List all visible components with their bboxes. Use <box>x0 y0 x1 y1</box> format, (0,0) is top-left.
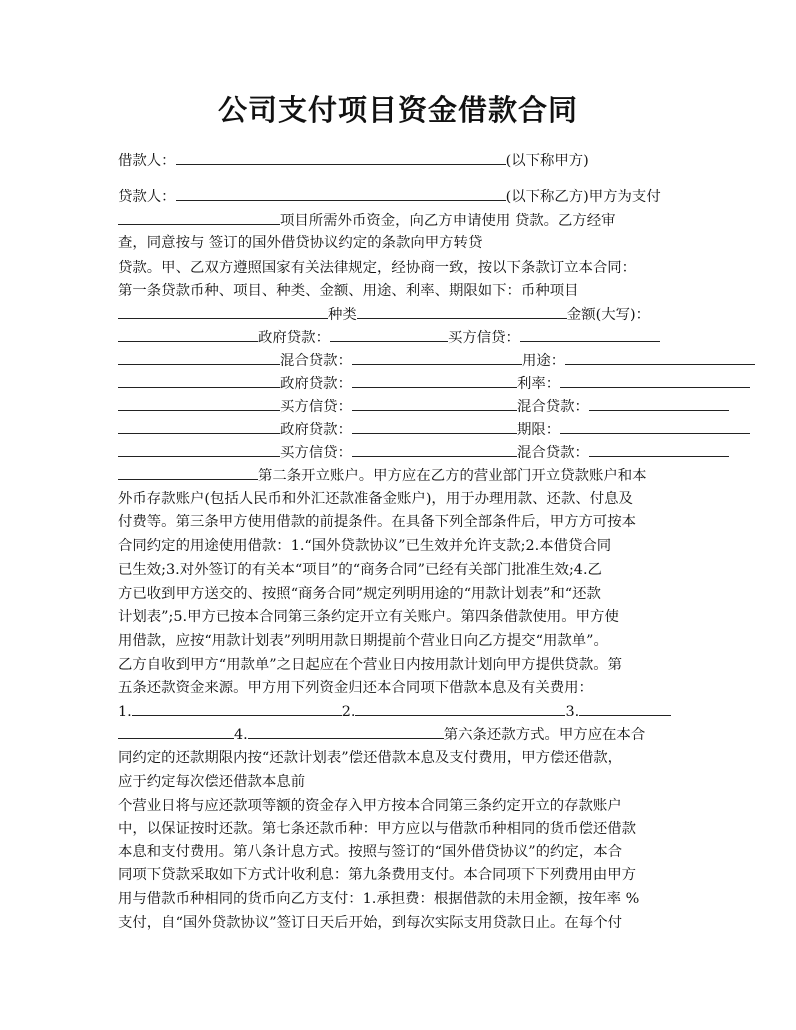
text-line: 项目所需外币资金，向乙方申请使用 贷款。乙方经审 <box>118 210 616 231</box>
text-line: 付费等。第三条甲方使用借款的前提条件。在具备下列全部条件后，甲方方可按本 <box>118 514 637 530</box>
project-blank[interactable] <box>118 210 280 225</box>
text-line: 第二条开立账户。甲方应在乙方的营业部门开立贷款账户和本 <box>118 465 647 486</box>
form-row: 政府贷款： 买方信贷： <box>118 327 660 348</box>
text-line: 中，以保证按时还款。第七条还款币种：甲方应以与借款币种相同的货币偿还借款 <box>118 821 637 837</box>
blank[interactable] <box>118 442 280 457</box>
blank[interactable] <box>589 396 729 411</box>
blank[interactable] <box>118 396 280 411</box>
blank[interactable] <box>560 373 750 388</box>
document-title: 公司支付项目资金借款合同 <box>217 93 578 127</box>
blank[interactable] <box>352 373 517 388</box>
text-line: 外币存款账户(包括人民币和外汇还款准备金账户)，用于办理用款、还款、付息及 <box>118 491 633 507</box>
text-line: 合同约定的用途使用借款：1.“国外贷款协议”已生效并允许支款;2.本借贷合同 <box>118 538 612 554</box>
text-line: 同约定的还款期限内按“还款计划表”偿还借款本息及支付费用，甲方偿还借款， <box>118 750 622 766</box>
text-line: 用借款，应按“用款计划表”列明用款日期提前个营业日向乙方提交“用款单”。 <box>118 633 608 649</box>
form-row: 买方信贷： 混合贷款： <box>118 442 729 463</box>
text-line: 已生效;3.对外签订的有关本“项目”的“商务合同”已经有关部门批准生效;4.乙 <box>118 562 602 578</box>
blank[interactable] <box>352 396 517 411</box>
form-row: 种类 金额(大写)： <box>118 304 650 325</box>
blank[interactable] <box>579 701 671 716</box>
blank[interactable] <box>352 419 517 434</box>
text-line: 五条还款资金来源。甲方用下列资金归还本合同项下借款本息及有关费用： <box>118 680 593 696</box>
blank[interactable] <box>118 304 328 319</box>
text-line: 本息和支付费用。第八条计息方式。按照与签订的“国外借贷协议”的约定，本合 <box>118 844 622 860</box>
text-line: 应于约定每次偿还借款本息前 <box>118 774 306 790</box>
text-line: 支付，自“国外贷款协议”签订日天后开始，到每次实际支用贷款日止。在每个付 <box>118 915 622 931</box>
form-row: 政府贷款： 利率： <box>118 373 750 394</box>
blank[interactable] <box>352 350 522 365</box>
blank[interactable] <box>118 350 280 365</box>
blank[interactable] <box>589 442 729 457</box>
text-line: 用与借款币种相同的货币向乙方支付：1.承担费：根据借款的未用金额，按年率 % <box>118 891 640 907</box>
text-line: 个营业日将与应还款项等额的资金存入甲方按本合同第三条约定开立的存款账户 <box>118 798 622 814</box>
text-line: 贷款。甲、乙双方遵照国家有关法律规定，经协商一致，按以下条款订立本合同： <box>118 260 637 276</box>
text-line: 同项下贷款采取如下方式计收利息：第九条费用支付。本合同项下下列费用由甲方 <box>118 867 637 883</box>
blank[interactable] <box>118 465 258 480</box>
blank[interactable] <box>330 327 448 342</box>
form-row: 政府贷款： 期限： <box>118 419 750 440</box>
text-line: 第一条贷款币种、项目、种类、金额、用途、利率、期限如下：币种项目 <box>118 283 579 299</box>
text-line: 计划表”;5.甲方已按本合同第三条约定开立有关账户。第四条借款使用。甲方使 <box>118 609 619 625</box>
blank[interactable] <box>352 442 517 457</box>
borrower-line: 借款人： (以下称甲方) <box>118 150 589 171</box>
blank[interactable] <box>118 724 234 739</box>
blank[interactable] <box>118 419 280 434</box>
blank[interactable] <box>560 419 750 434</box>
text-line: 查，同意按与 签订的国外借贷协议约定的条款向甲方转贷 <box>118 235 483 251</box>
lender-line: 贷款人： (以下称乙方)甲方为支付 <box>118 186 661 207</box>
blank[interactable] <box>132 701 342 716</box>
blank[interactable] <box>118 373 280 388</box>
blank[interactable] <box>248 724 444 739</box>
text-line: 乙方自收到甲方“用款单”之日起应在个营业日内按用款计划向甲方提供贷款。第 <box>118 657 622 673</box>
blank[interactable] <box>357 304 567 319</box>
form-row: 1. 2. 3. <box>118 701 671 722</box>
blank[interactable] <box>565 350 755 365</box>
text-line: 方已收到甲方送交的、按照“商务合同”规定列明用途的“用款计划表”和“还款 <box>118 586 601 602</box>
form-row: 买方信贷： 混合贷款： <box>118 396 729 417</box>
borrower-blank[interactable] <box>176 150 506 165</box>
form-row: 混合贷款： 用途： <box>118 350 755 371</box>
blank[interactable] <box>520 327 660 342</box>
blank[interactable] <box>355 701 565 716</box>
lender-blank[interactable] <box>176 186 506 201</box>
blank[interactable] <box>118 327 258 342</box>
form-row: 4. 第六条还款方式。甲方应在本合 <box>118 724 645 745</box>
